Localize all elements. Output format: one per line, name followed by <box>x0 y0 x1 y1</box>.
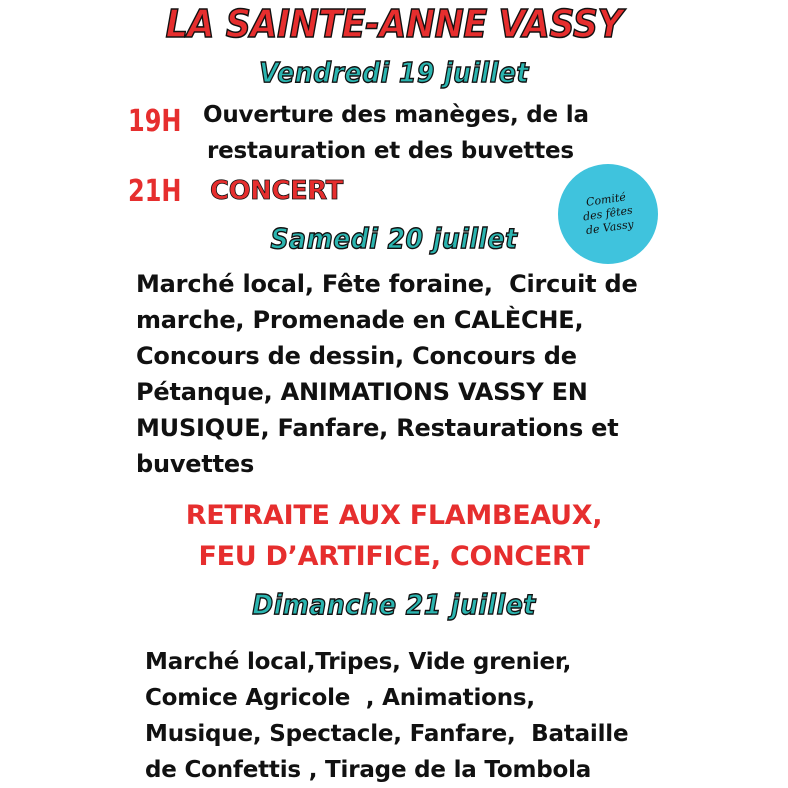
saturday-line: MUSIQUE, Fanfare, Restaurations et <box>136 414 619 442</box>
friday-time-19h: 19H <box>128 104 182 139</box>
sunday-line: Marché local,Tripes, Vide grenier, <box>145 649 572 675</box>
sunday-activities <box>145 644 628 788</box>
saturday-line: marche, Promenade en CALÈCHE, <box>136 306 584 334</box>
friday-heading: Vendredi 19 juillet <box>259 56 529 89</box>
sunday-line: Musique, Spectacle, Fanfare, Bataille <box>145 721 629 747</box>
saturday-line: buvettes <box>136 450 255 478</box>
friday-line-1: Ouverture des manèges, de la <box>203 102 589 128</box>
saturday-activities <box>136 266 638 482</box>
sunday-line: Comice Agricole , Animations, <box>145 685 535 711</box>
page-title: LA SAINTE-ANNE VASSY <box>165 2 623 46</box>
sunday-line: de Confettis , Tirage de la Tombola <box>145 757 592 783</box>
saturday-line: Concours de dessin, Concours de <box>136 342 577 370</box>
saturday-line: Pétanque, ANIMATIONS VASSY EN <box>136 378 588 406</box>
friday-concert: CONCERT <box>210 176 343 206</box>
saturday-line: Marché local, Fête foraine, Circuit de <box>136 270 638 298</box>
sunday-heading: Dimanche 21 juillet <box>252 588 536 621</box>
saturday-highlight-1: RETRAITE AUX FLAMBEAUX, <box>185 500 603 531</box>
saturday-heading: Samedi 20 juillet <box>270 222 518 255</box>
saturday-highlight-2: FEU D’ARTIFICE, CONCERT <box>198 541 590 572</box>
friday-time-21h: 21H <box>128 174 182 209</box>
friday-line-2: restauration et des buvettes <box>207 138 574 164</box>
badge-text: Comité des fêtes de Vassy <box>582 190 635 238</box>
